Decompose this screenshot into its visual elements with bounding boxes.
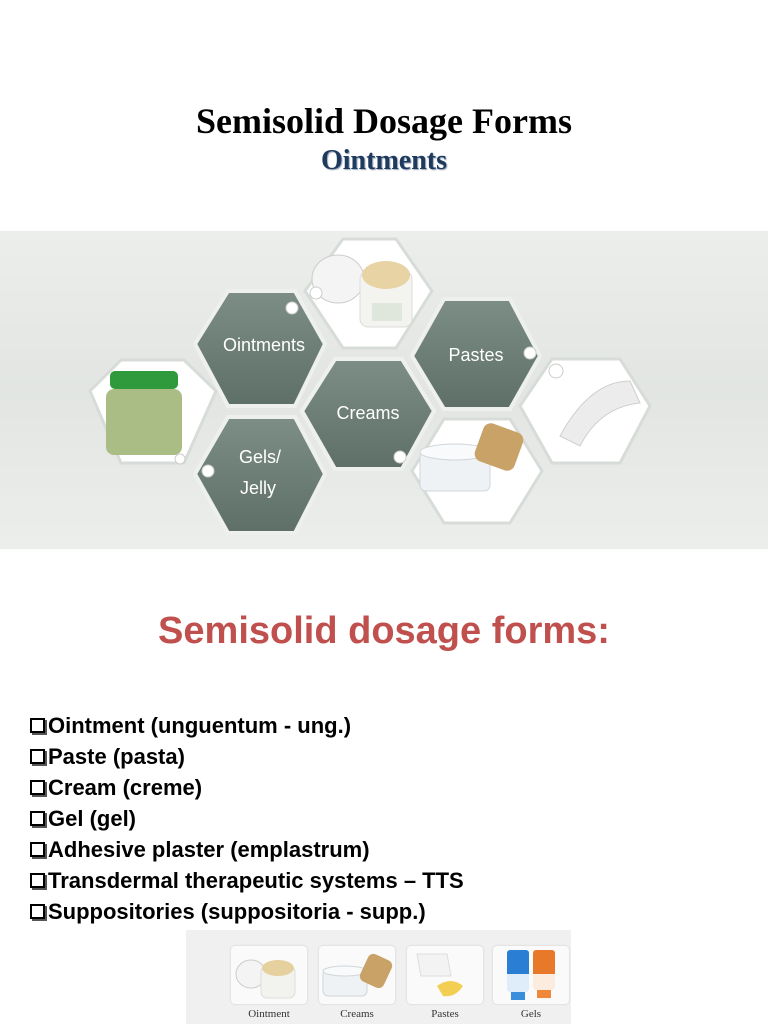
checkbox-bullet-icon	[30, 718, 45, 733]
checkbox-bullet-icon	[30, 904, 45, 919]
gel-tubes-icon	[493, 946, 569, 1004]
thumbnail-label: Pastes	[431, 1008, 459, 1020]
thumbnail-ointment	[231, 946, 307, 1004]
hex-ointments-label: Ointments	[222, 335, 306, 355]
hexagon-diagram	[0, 231, 768, 549]
checkbox-bullet-icon	[30, 749, 45, 764]
list-item: Suppositories (suppositoria - supp.)	[30, 896, 464, 927]
dosage-forms-banner	[0, 231, 768, 549]
thumbnail-label: Ointment	[248, 1008, 290, 1020]
hex-pastes	[412, 299, 540, 409]
thumbnail-label: Creams	[340, 1008, 374, 1020]
hex-pastes-label: Pastes	[448, 345, 504, 365]
jar-lid-icon	[110, 371, 178, 389]
thumbnail-gels	[493, 946, 569, 1004]
hex-creams-label: Creams	[336, 403, 400, 423]
hex-gels-label-line2: Jelly	[239, 478, 277, 498]
page-title: Semisolid Dosage Forms	[196, 101, 572, 141]
dosage-forms-list	[30, 710, 464, 927]
section-heading: Semisolid dosage forms:	[158, 610, 610, 652]
checkbox-bullet-icon	[30, 780, 45, 795]
cream-jar-hex	[412, 419, 542, 523]
hex-gels	[195, 417, 325, 533]
hex-gels-label-line1: Gels/	[238, 447, 282, 467]
cream-jar-icon	[319, 946, 395, 1004]
jar-body-icon	[106, 389, 182, 455]
page-subtitle: Ointments	[321, 145, 447, 176]
list-item: Gel (gel)	[30, 803, 464, 834]
list-item: Transdermal therapeutic systems – TTS	[30, 865, 464, 896]
ointment-surface-icon	[362, 261, 410, 289]
paste-tube-hex	[520, 359, 650, 463]
checkbox-bullet-icon	[30, 811, 45, 826]
thumbnail-creams	[319, 946, 395, 1004]
list-item: Ointment (unguentum - ung.)	[30, 710, 464, 741]
hex-creams	[302, 359, 434, 469]
checkbox-bullet-icon	[30, 842, 45, 857]
list-item: Cream (creme)	[30, 772, 464, 803]
list-item: Adhesive plaster (emplastrum)	[30, 834, 464, 865]
ointment-jar-icon	[231, 946, 307, 1004]
thumbnail-pastes	[407, 946, 483, 1004]
checkbox-bullet-icon	[30, 873, 45, 888]
green-jar-hex	[90, 360, 216, 464]
thumbnail-label: Gels	[520, 1008, 542, 1020]
list-item: Paste (pasta)	[30, 741, 464, 772]
ointment-jar-hex	[305, 239, 432, 348]
paste-tube-icon	[407, 946, 483, 1004]
